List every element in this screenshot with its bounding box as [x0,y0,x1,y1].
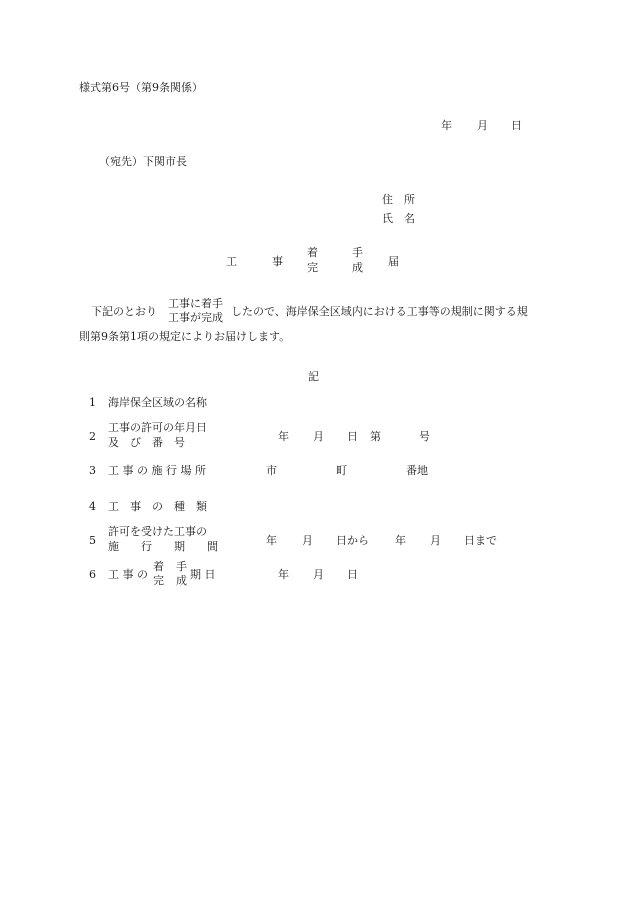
item5-from: 日から [336,534,369,547]
item6-choice-1 [153,561,164,586]
item5-until: 日まで [464,534,497,547]
item5-month2: 月 [430,534,441,547]
body-line-2: 則第9条第1項の規定によりお届けします。 [79,330,291,343]
body-option-start: 工事に着手 [168,297,223,310]
item6-number: 6 [89,568,96,581]
item2-dai: 第 [370,430,381,443]
title-char-shu: 手 [352,246,363,259]
item3-number: 3 [89,464,96,477]
item5-month1: 月 [302,534,313,547]
item3-cho: 町 [336,464,347,477]
item6-char-chaku: 着 [153,560,164,573]
item1-number: 1 [89,396,96,409]
item2-number: 2 [89,430,96,443]
item3-label: 工 事 の 施 行 場 所 [108,464,206,477]
item2-label [108,422,207,448]
item4-number: 4 [89,500,96,513]
title-choice-2 [352,247,363,273]
body-prefix: 下記のとおり [91,305,157,318]
address-label: 住 所 [382,193,415,206]
item2-month: 月 [313,430,324,443]
date-day-label: 日 [511,119,522,132]
item6-char-sei: 成 [176,574,187,587]
item6-day: 日 [347,568,358,581]
recipient: （宛先）下関市長 [99,155,187,168]
item5-year1: 年 [266,534,277,547]
item3-banchi: 番地 [406,464,428,477]
title-char-ji: 事 [272,255,283,268]
item6-char-kan: 完 [153,574,164,587]
title-char-ko: 工 [226,255,237,268]
title-char-chaku: 着 [307,246,318,259]
item2-label-line1: 工事の許可の年月日 [108,421,207,434]
ki-label: 記 [308,370,319,383]
item5-label-line2: 施 行 期 間 [108,540,218,553]
item5-number: 5 [89,534,96,547]
item1-label: 海岸保全区域の名称 [108,396,207,409]
body-options [168,298,223,323]
title-choice-1 [307,247,318,273]
title-char-todoke: 届 [388,255,399,268]
item6-char-shu: 手 [176,560,187,573]
item4-label: 工 事 の 種 類 [108,500,207,513]
date-month-label: 月 [477,119,488,132]
title-char-sei: 成 [352,261,363,274]
item5-year2: 年 [395,534,406,547]
item6-month: 月 [313,568,324,581]
item3-shi: 市 [266,464,277,477]
title-char-kan: 完 [307,261,318,274]
item5-label [108,526,218,552]
date-year-label: 年 [441,119,452,132]
item6-choice-2 [176,561,187,586]
item6-label-prefix: 工 事 の [108,568,148,581]
body-suffix: したので、海岸保全区域内における工事等の規制に関する規 [231,305,528,318]
item5-label-line1: 許可を受けた工事の [108,525,207,538]
body-option-complete: 工事が完成 [168,311,223,324]
item2-label-line2: 及 び 番 号 [108,436,185,449]
item2-year: 年 [278,430,289,443]
item2-go: 号 [419,430,430,443]
item2-day: 日 [347,430,358,443]
name-label: 氏 名 [382,212,415,225]
item6-label-suffix: 期 日 [190,568,216,581]
item6-year: 年 [278,568,289,581]
form-number: 様式第6号（第9条関係） [79,81,203,94]
